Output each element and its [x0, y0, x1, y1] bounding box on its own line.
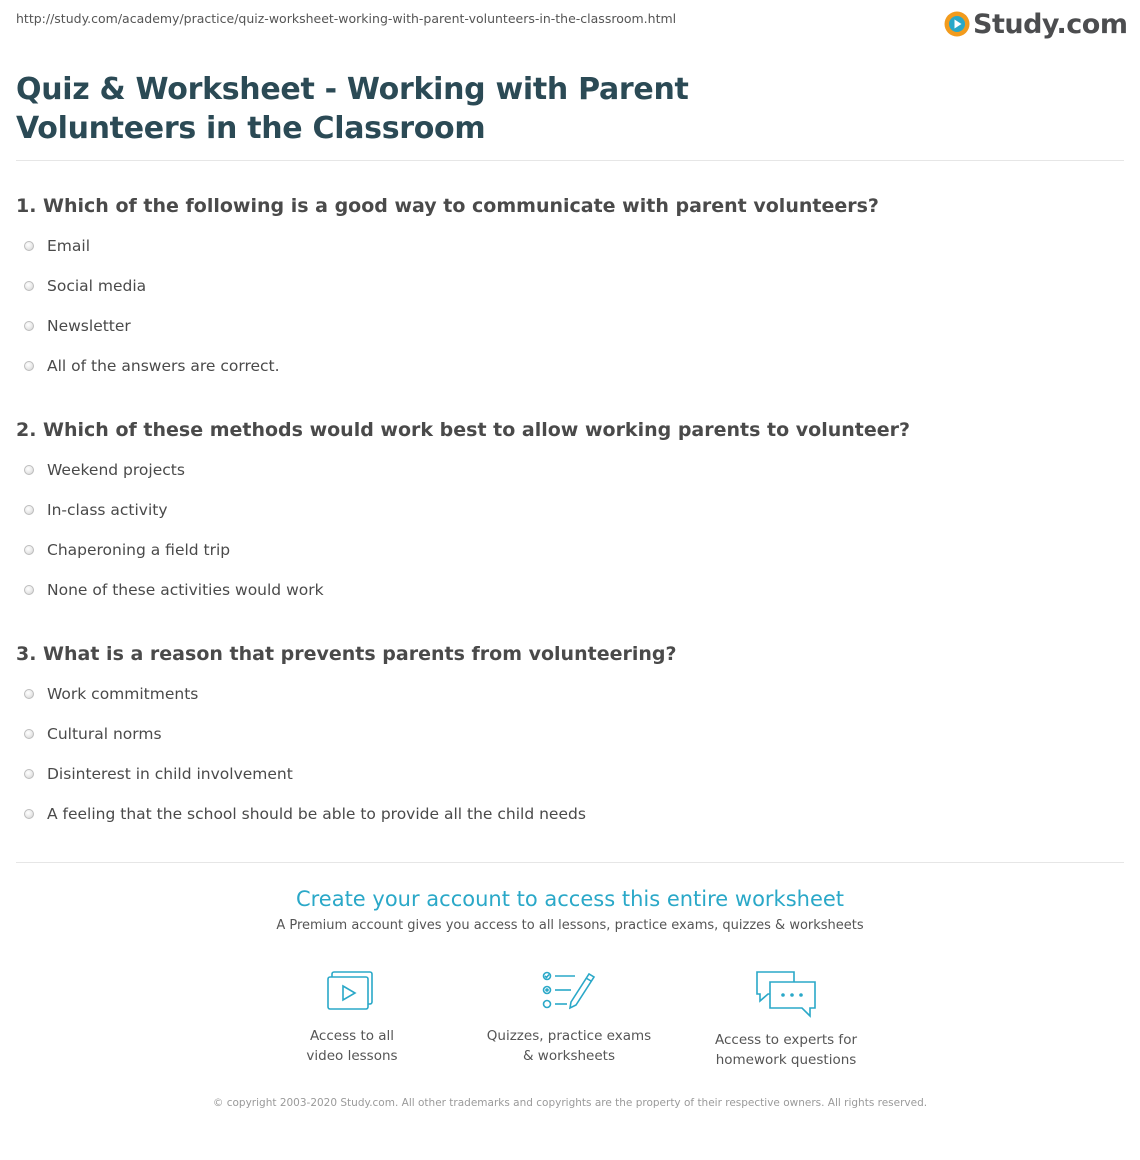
radio-button[interactable]	[24, 321, 34, 331]
radio-button[interactable]	[24, 769, 34, 779]
answer-label: Social media	[47, 277, 147, 295]
divider	[16, 862, 1124, 863]
logo-text: Study.com	[973, 8, 1128, 40]
answer-label: In-class activity	[47, 501, 168, 519]
answer-option[interactable]	[16, 530, 1116, 570]
answer-label: Email	[47, 237, 91, 255]
answer-option[interactable]	[16, 794, 1116, 834]
radio-button[interactable]	[24, 809, 34, 819]
experts-chat-icon	[754, 968, 818, 1020]
quizzes-checklist-icon	[541, 968, 597, 1016]
radio-button[interactable]	[24, 465, 34, 475]
radio-button[interactable]	[24, 689, 34, 699]
radio-button[interactable]	[24, 585, 34, 595]
feature-line: homework questions	[715, 1052, 857, 1068]
answer-option[interactable]	[16, 570, 1116, 610]
feature-line: video lessons	[306, 1048, 398, 1064]
question-text: 1. Which of the following is a good way to communicate with parent volunteers?	[16, 195, 879, 217]
feature-quizzes	[469, 968, 669, 1066]
copyright-footer: © copyright 2003-2020 Study.com. All other trademarks and copyrights are the property of their respective owners. All rights reserved.	[212, 1097, 928, 1109]
radio-button[interactable]	[24, 729, 34, 739]
answer-option[interactable]	[16, 450, 1116, 490]
answer-option[interactable]	[16, 490, 1116, 530]
study-logo[interactable]	[944, 6, 1127, 42]
answer-list	[16, 450, 1116, 610]
feature-line: Quizzes, practice exams	[486, 1028, 652, 1044]
divider	[16, 160, 1124, 161]
signup-cta	[0, 885, 1140, 935]
question-3	[16, 642, 1116, 834]
answer-label: Work commitments	[47, 685, 199, 703]
answer-label: Chaperoning a field trip	[47, 541, 231, 559]
answer-list	[16, 226, 1116, 386]
radio-button[interactable]	[24, 241, 34, 251]
question-2	[16, 418, 1116, 610]
answer-label: Newsletter	[47, 317, 131, 335]
answer-option[interactable]	[16, 754, 1116, 794]
radio-button[interactable]	[24, 361, 34, 371]
answer-label: All of the answers are correct.	[47, 357, 280, 375]
radio-button[interactable]	[24, 545, 34, 555]
answer-option[interactable]	[16, 674, 1116, 714]
feature-video-lessons	[252, 968, 452, 1066]
question-text: 3. What is a reason that prevents parents from volunteering?	[16, 643, 677, 665]
page-title: Quiz & Worksheet - Working with Parent Volunteers in the Classroom	[16, 72, 689, 146]
video-lessons-icon	[326, 968, 378, 1016]
answer-option[interactable]	[16, 714, 1116, 754]
question-text: 2. Which of these methods would work best to allow working parents to volunteer?	[16, 419, 911, 441]
answer-option[interactable]	[16, 266, 1116, 306]
question-1	[16, 194, 1116, 386]
answer-label: A feeling that the school should be able to provide all the child needs	[47, 805, 586, 823]
answer-list	[16, 674, 1116, 834]
feature-experts	[686, 968, 886, 1070]
answer-label: Cultural norms	[47, 725, 162, 743]
radio-button[interactable]	[24, 505, 34, 515]
cta-title[interactable]: Create your account to access this entire worksheet	[295, 887, 845, 911]
answer-label: None of these activities would work	[47, 581, 324, 599]
feature-line: Access to experts for	[714, 1032, 857, 1048]
cta-subtitle: A Premium account gives you access to all lessons, practice exams, quizzes & worksheets	[276, 918, 864, 933]
answer-label: Disinterest in child involvement	[47, 765, 293, 783]
answer-option[interactable]	[16, 306, 1116, 346]
answer-option[interactable]	[16, 226, 1116, 266]
feature-line: & worksheets	[522, 1048, 615, 1064]
answer-option[interactable]	[16, 346, 1116, 386]
page-url: http://study.com/academy/practice/quiz-worksheet-working-with-parent-volunteers-in-the-classroom.html	[16, 11, 677, 26]
radio-button[interactable]	[24, 281, 34, 291]
answer-label: Weekend projects	[47, 461, 185, 479]
play-logo-icon	[944, 11, 970, 37]
feature-line: Access to all	[309, 1028, 395, 1044]
